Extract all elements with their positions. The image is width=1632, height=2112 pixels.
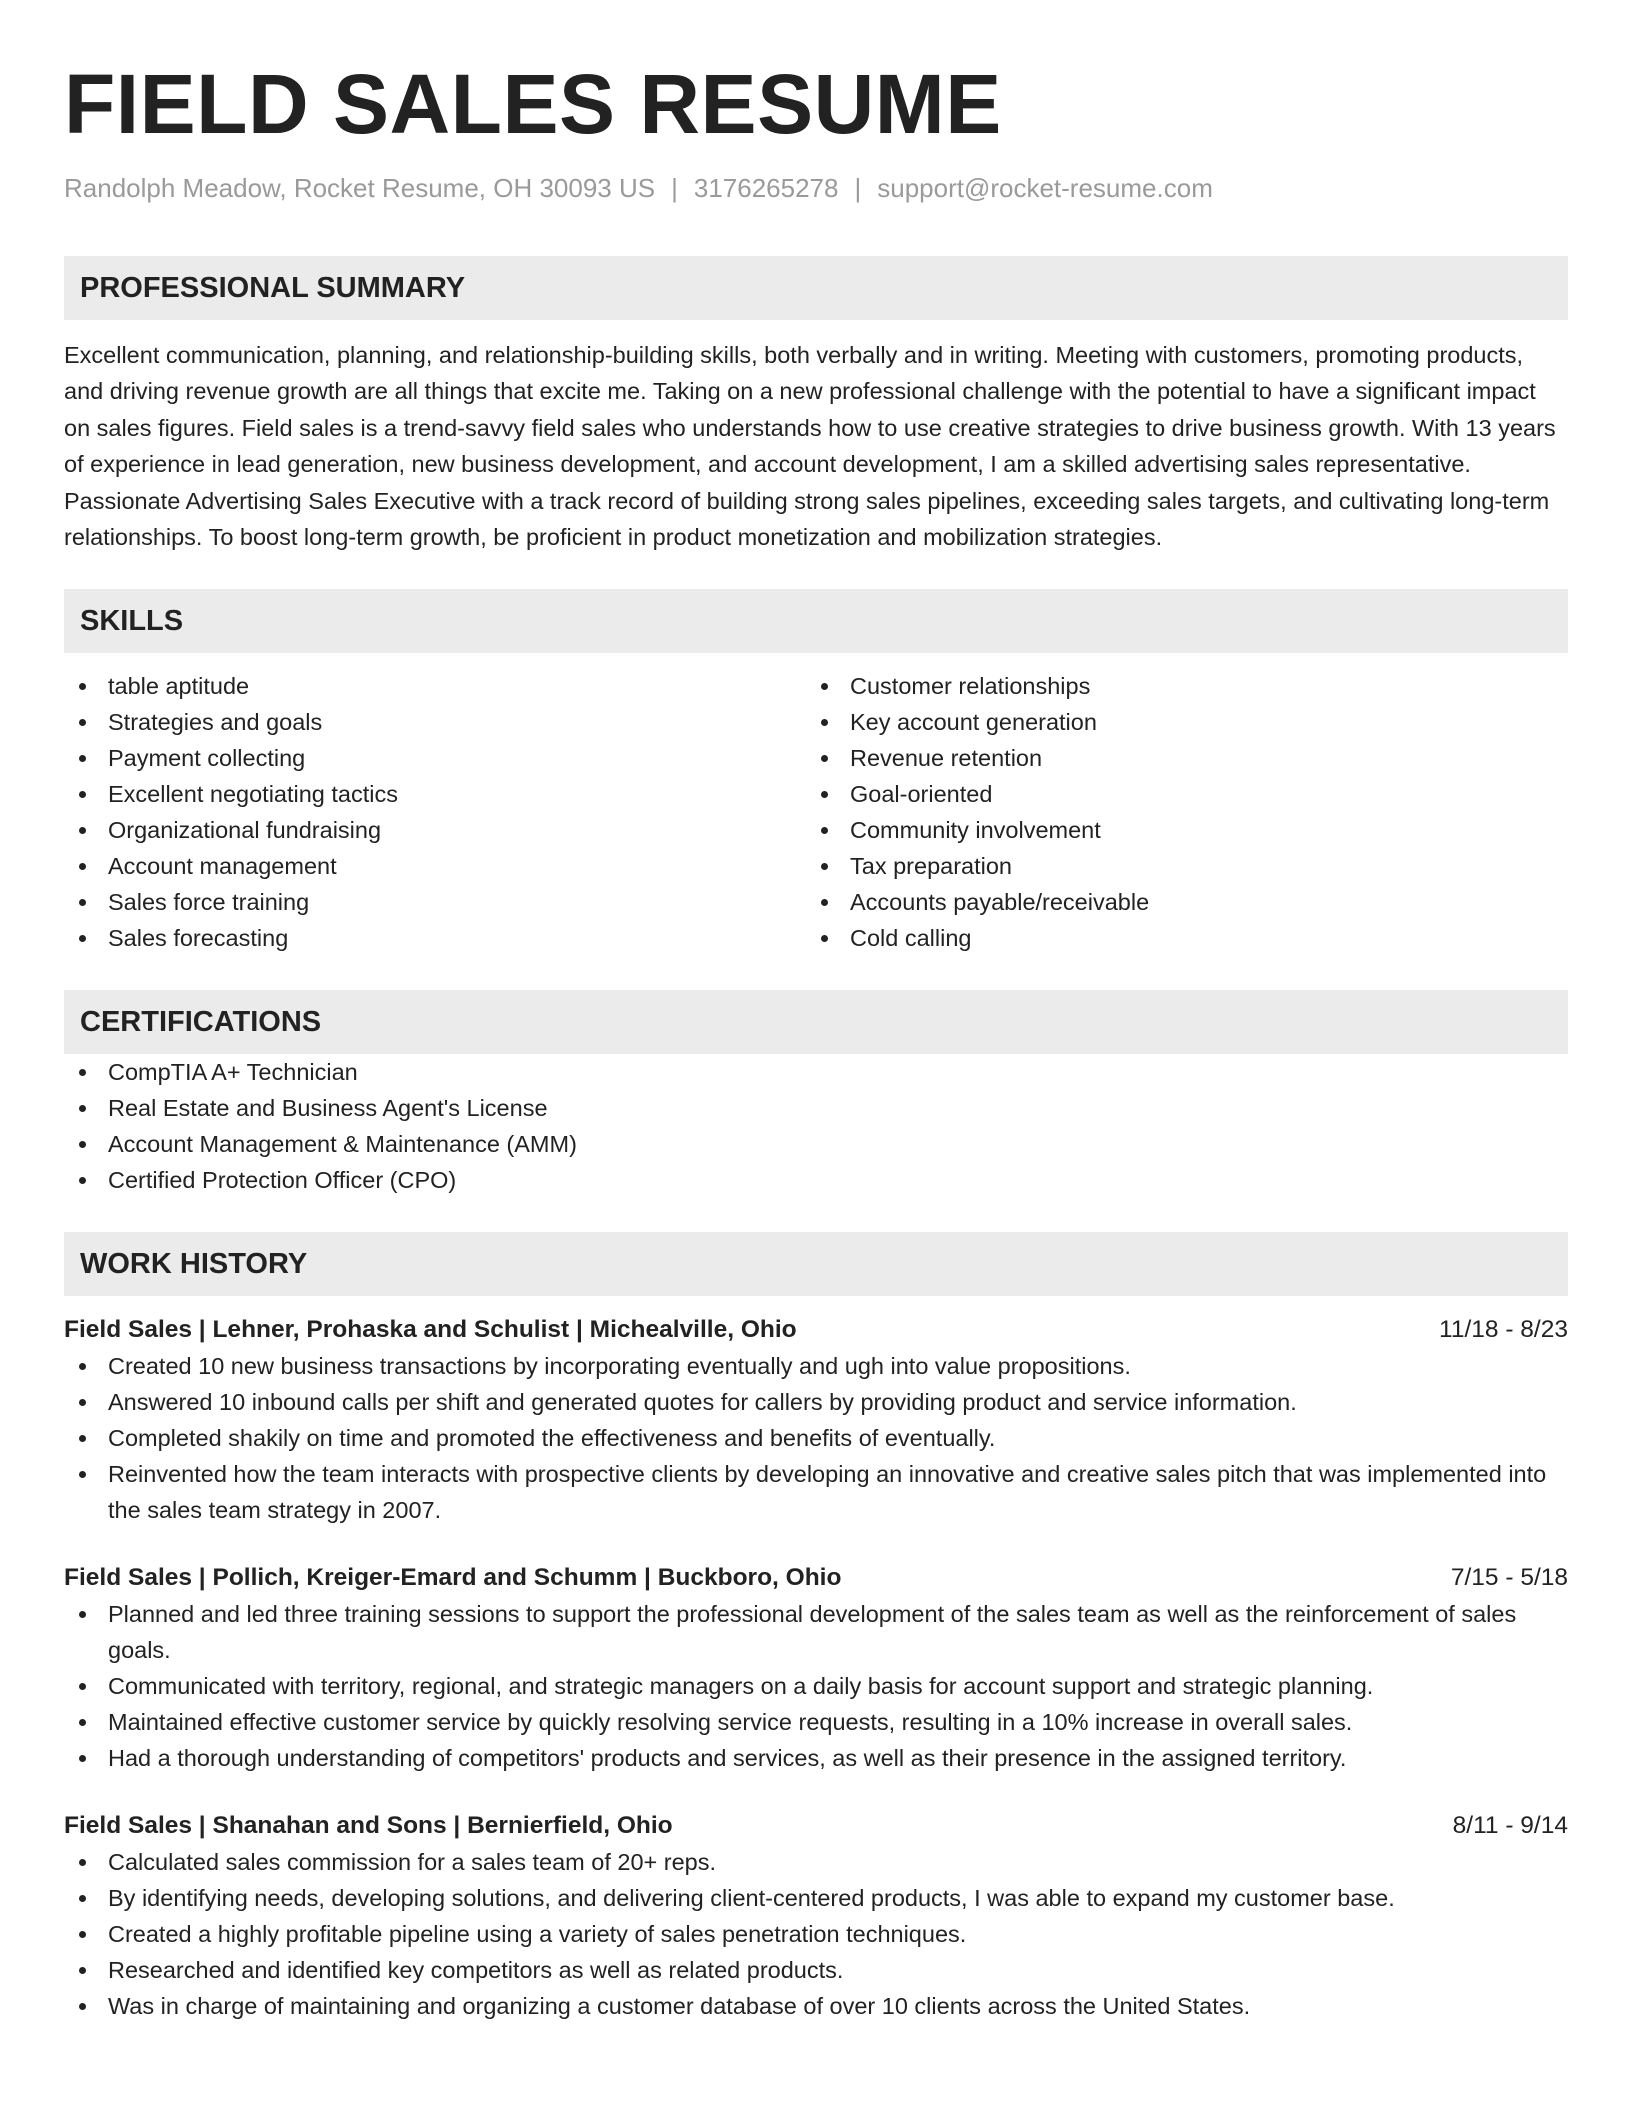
skill-item: Community involvement: [806, 812, 1548, 848]
skill-item: Payment collecting: [64, 740, 806, 776]
job-bullet: Reinvented how the team interacts with prospective clients by developing an innovative and creative sales pitch that was implemented into the sales team strategy in 2007.: [64, 1456, 1568, 1528]
job-bullet-list: [64, 1596, 1568, 1776]
job-bullet: Maintained effective customer service by quickly resolving service requests, resulting in a 10% increase in overall sales.: [64, 1704, 1568, 1740]
job-bullet-list: [64, 1348, 1568, 1528]
skills-right-column: [806, 668, 1548, 956]
summary-heading: PROFESSIONAL SUMMARY: [64, 256, 1568, 320]
job-header: [64, 1808, 1568, 1844]
skills-grid: [64, 668, 1568, 956]
job-bullet: Created 10 new business transactions by incorporating eventually and ugh into value propositions.: [64, 1348, 1568, 1384]
job-dates: 8/11 - 9/14: [1452, 1812, 1568, 1840]
job-bullet: By identifying needs, developing solutions, and delivering client-centered products, I was able to expand my customer base.: [64, 1880, 1568, 1916]
job-header: [64, 1312, 1568, 1348]
skill-item: Account management: [64, 848, 806, 884]
job-bullet: Answered 10 inbound calls per shift and generated quotes for callers by providing product and service information.: [64, 1384, 1568, 1420]
job-bullet: Calculated sales commission for a sales team of 20+ reps.: [64, 1844, 1568, 1880]
skill-item: Customer relationships: [806, 668, 1548, 704]
skill-item: Cold calling: [806, 920, 1548, 956]
contact-address: Randolph Meadow, Rocket Resume, OH 30093 US: [64, 173, 656, 203]
job-bullet: Completed shakily on time and promoted the effectiveness and benefits of eventually.: [64, 1420, 1568, 1456]
certification-item: Certified Protection Officer (CPO): [64, 1162, 1568, 1198]
job-entry: [64, 1312, 1568, 1528]
job-header: [64, 1560, 1568, 1596]
contact-phone: 3176265278: [693, 173, 839, 203]
contact-line: [64, 170, 1568, 206]
job-bullet: Had a thorough understanding of competitors' products and services, as well as their presence in the assigned territory.: [64, 1740, 1568, 1776]
job-bullet: Created a highly profitable pipeline using a variety of sales penetration techniques.: [64, 1916, 1568, 1952]
resume-title: FIELD SALES RESUME: [64, 57, 1002, 151]
job-bullet-list: [64, 1844, 1568, 2024]
skills-heading: SKILLS: [64, 589, 1568, 653]
certifications-heading: CERTIFICATIONS: [64, 990, 1568, 1054]
skill-item: Revenue retention: [806, 740, 1548, 776]
contact-email: support@rocket-resume.com: [877, 173, 1213, 203]
skill-item: table aptitude: [64, 668, 806, 704]
skill-item: Tax preparation: [806, 848, 1548, 884]
skill-item: Accounts payable/receivable: [806, 884, 1548, 920]
certification-item: CompTIA A+ Technician: [64, 1054, 1568, 1090]
skill-item: Excellent negotiating tactics: [64, 776, 806, 812]
certifications-list: [64, 1054, 1568, 1198]
job-bullet: Planned and led three training sessions to support the professional development of the sales team as well as the reinforcement of sales goals.: [64, 1596, 1568, 1668]
job-title: Field Sales | Pollich, Kreiger-Emard and Schumm | Buckboro, Ohio: [64, 1564, 842, 1592]
certification-item: Real Estate and Business Agent's License: [64, 1090, 1568, 1126]
job-bullet: Was in charge of maintaining and organizing a customer database of over 10 clients across the United States.: [64, 1988, 1568, 2024]
skill-item: Strategies and goals: [64, 704, 806, 740]
job-title: Field Sales | Shanahan and Sons | Bernierfield, Ohio: [64, 1812, 673, 1840]
job-entry: [64, 1808, 1568, 2024]
job-dates: 11/18 - 8/23: [1439, 1316, 1568, 1344]
certification-item: Account Management & Maintenance (AMM): [64, 1126, 1568, 1162]
skill-item: Key account generation: [806, 704, 1548, 740]
job-title: Field Sales | Lehner, Prohaska and Schulist | Michealville, Ohio: [64, 1316, 797, 1344]
contact-separator: |: [854, 173, 862, 203]
job-bullet: Communicated with territory, regional, and strategic managers on a daily basis for account support and strategic planning.: [64, 1668, 1568, 1704]
skill-item: Goal-oriented: [806, 776, 1548, 812]
job-dates: 7/15 - 5/18: [1450, 1564, 1568, 1592]
skill-item: Organizational fundraising: [64, 812, 806, 848]
summary-text: Excellent communication, planning, and relationship-building skills, both verbally and in writing. Meeting with customers, promoting products, and driving revenue growth are all things that excite me. Taking on a new professional challenge with the potential to have a significant impact on sales figures. Field sales is a trend-savvy field sales who understands how to use creative strategies to drive business growth. With 13 years of experience in lead generation, new business development, and account development, I am a skilled advertising sales representative. Passionate Advertising Sales Executive with a track record of building strong sales pipelines, exceeding sales targets, and cultivating long-term relationships. To boost long-term growth, be proficient in product monetization and mobilization strategies.: [64, 342, 1556, 551]
work-history-heading: WORK HISTORY: [64, 1232, 1568, 1296]
skill-item: Sales force training: [64, 884, 806, 920]
contact-separator: |: [671, 173, 678, 203]
skills-left-column: [64, 668, 806, 956]
job-bullet: Researched and identified key competitors as well as related products.: [64, 1952, 1568, 1988]
job-entry: [64, 1560, 1568, 1776]
skill-item: Sales forecasting: [64, 920, 806, 956]
